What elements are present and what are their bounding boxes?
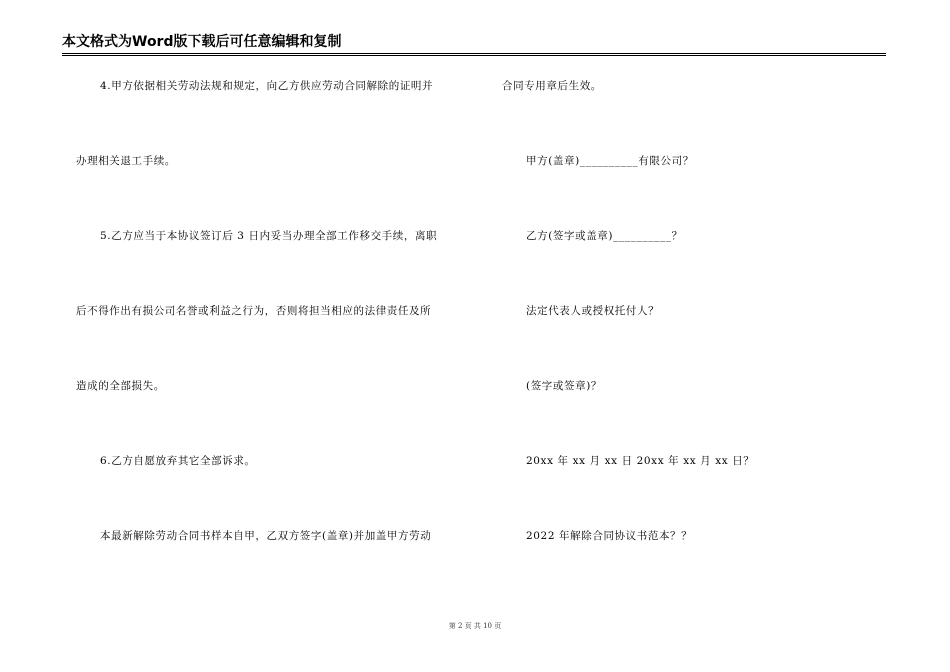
left-line-6: 6.乙方自愿放弃其它全部诉求。 [100,455,256,467]
left-line-5: 造成的全部损失。 [76,380,165,392]
right-line-7: 2022 年解除合同协议书范本？？ [526,530,693,542]
left-line-1: 4.甲方依据相关劳动法规和规定，向乙方供应劳动合同解除的证明并 [100,80,434,92]
page-number-footer: 第 2 页 共 10 页 [448,622,502,630]
page-header [62,33,886,54]
right-line-5: (签字或签章)？ [526,380,602,392]
left-line-3: 5.乙方应当于本协议签订后 3 日内妥当办理全部工作移交手续，离职 [100,230,438,242]
header-title: 本文格式为Word版下载后可任意编辑和复制 [62,34,342,50]
right-line-2: 甲方(盖章)__________有限公司？ [526,155,694,167]
left-line-4: 后不得作出有损公司名誉或利益之行为，否则将担当相应的法律责任及所 [76,305,432,317]
header-divider [62,55,886,56]
right-line-4: 法定代表人或授权托付人？ [526,305,660,317]
left-line-2: 办理相关退工手续。 [76,155,176,167]
left-line-7: 本最新解除劳动合同书样本自甲，乙双方签字(盖章)并加盖甲方劳动 [100,530,432,542]
right-line-3: 乙方(签字或盖章)__________？ [526,230,683,242]
right-line-1: 合同专用章后生效。 [502,80,602,92]
right-line-6: 20xx 年 xx 月 xx 日 20xx 年 xx 月 xx 日？ [526,455,755,467]
